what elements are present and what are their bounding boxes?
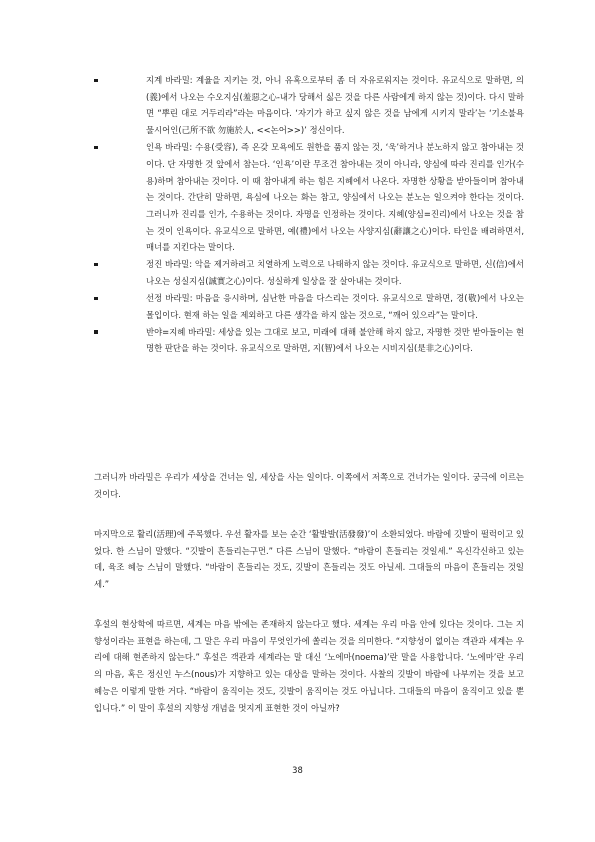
list-item (94, 256, 524, 289)
bullet-text: 선정 바라밀: 마음을 응시하며, 심난한 마음을 다스리는 것이다. 유교식으로 말하면, 경(敬)에서 나오는 몰입이다. 현재 하는 일을 제외하고 다른 생각을 하지 않는 것으로, “깨어 있으라”는 말이다. (146, 293, 524, 320)
list-item (94, 324, 524, 357)
bullet-text: 지계 바라밀: 계율을 지키는 것, 아니 유혹으로부터 좀 더 자유로워지는 것이다. 유교식으로 말하면, 의(義)에서 나오는 수오지심(羞惡之心-내가 당해서 싫은 것을 다른 사람에게 하지 않는 것)이다. 다시 말하면 “뿌린 대로 거두리라”라는 마음이다. ‘자기가 하고 싶지 않은 것을 남에게 시키지 말라’는 ‘기소불욕 물시어인(己所不欲 勿施於人, <<논어>>)’ 정신이다. (146, 75, 524, 136)
list-item (94, 72, 524, 139)
page-number: 38 (292, 765, 303, 775)
body-paragraph: 마지막으로 활리(活理)에 주목했다. 우선 활자를 보는 순간 ‘활발발(活發發)’이 소환되었다. 바람에 깃발이 펄럭이고 있었다. 한 스님이 말했다. “깃발이 흔들리는구먼.” 다른 스님이 말했다. “바람이 흔들리는 것일세.” 옥신각신하고 있는데, 육조 혜능 스님이 말했다. “바람이 흔들리는 것도, 깃발이 흔들리는 것도 아닐세. 그대들의 마음이 흔들리는 것일세.” (94, 529, 524, 590)
list-item (94, 290, 524, 323)
list-item (94, 139, 524, 256)
square-bullet-icon (94, 330, 98, 334)
body-paragraph: 후설의 현상학에 따르면, 세계는 마음 밖에는 존재하지 않는다고 했다. 세계는 우리 마음 안에 있다는 것이다. 그는 지향성이라는 표현을 하는데, 그 말은 우리 마음이 무엇인가에 쏠리는 것을 의미한다. “지향성이 없이는 객관과 세계는 우리에 대해 현존하지 않는다.” 후설은 객관과 세계라는 말 대신 ‘노에마(noema)’란 말을 사용합니다. ‘노에마’란 우리의 마음, 혹은 정신인 누스(nous)가 지향하고 있는 대상을 말하는 것이다. 사찰의 깃발이 바람에 나부끼는 것을 보고 혜능은 이렇게 말한 거다. “바람이 움직이는 것도, 깃발이 움직이는 것도 아닙니다. 그대들의 마음이 움직이고 있을 뿐입니다.” 이 말이 후설의 지향성 개념을 멋지게 표현한 것이 아닐까? (94, 619, 524, 713)
bullet-text: 정진 바라밀: 악을 제거하려고 치열하게 노력으로 나태하지 않는 것이다. 유교식으로 말하면, 신(信)에서 나오는 성실지심(誠實之心)이다. 성실하게 일상을 잘 살아내는 것이다. (146, 259, 524, 287)
bullet-text: 인욕 바라밀: 수용(受容), 즉 온갖 모욕에도 원한을 품지 않는 것, ‘욱’하거나 분노하지 않고 참아내는 것이다. 단 자명한 것 앞에서 참는다. ‘인욕’이란 무조건 참아내는 것이 아니라, 양심에 따라 진리를 인가(수용)하며 참아내는 것이다. 이 때 참아내게 하는 힘은 지혜에서 나온다. 자명한 상황을 받아들이며 참아내는 것이다. 간단히 말하면, 욕심에 나오는 화는 참고, 양심에서 나오는 분노는 일으켜야 한다는 것이다. 그러니까 진리를 인가, 수용하는 것이다. 자명을 인정하는 것이다. 지혜(양심=진리)에서 나오는 것을 참는 것이 인욕이다. 유교식으로 말하면, 예(禮)에서 나오는 사양지심(辭讓之心)이다. 타인을 배려하면서, 매너를 지킨다는 말이다. (146, 142, 524, 253)
square-bullet-icon (94, 146, 98, 150)
paramita-bullet-list (94, 72, 524, 357)
square-bullet-icon (94, 297, 98, 301)
bullet-text: 반야=지혜 바라밀: 세상을 있는 그대로 보고, 미래에 대해 불안해 하지 않고, 자명한 것만 받아들이는 현명한 판단을 하는 것이다. 유교식으로 말하면, 지(智)에서 나오는 시비지심(是非之心)이다. (146, 326, 524, 354)
body-paragraph: 그러니까 바라밀은 우리가 세상을 건너는 일, 세상을 사는 일이다. 이쪽에서 저쪽으로 건너가는 일이다. 궁극에 이르는 것이다. (94, 472, 524, 499)
square-bullet-icon (94, 79, 98, 83)
square-bullet-icon (94, 263, 98, 267)
